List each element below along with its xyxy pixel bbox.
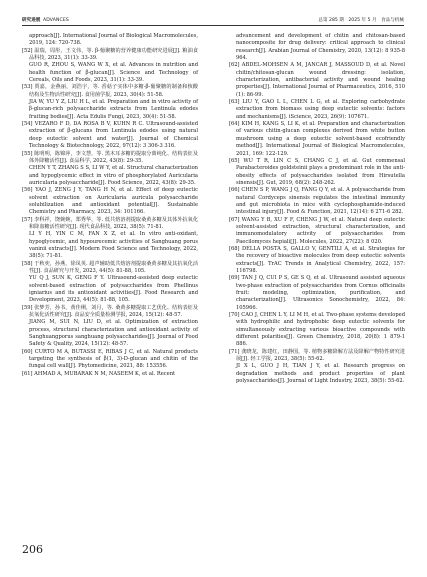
reference-entry: [62] ABDEL-MOHSEN A M, JANCAR J, MASSOUD D, et al. Novel chitin/chitosan-glucan wound dressing: isolation, characterization, antibacterial activity and wound healing properties[J]. International Journal of Pharmaceutics, 2016, 510 (1): 86-99.: [229, 62, 405, 98]
reference-entry: approach[J]. International Journal of Biological Macromolecules, 2019, 124: 720-738.: [29, 33, 198, 47]
issue-date: 2025 年 5 月: [348, 18, 377, 23]
reference-entry: [53] 贾嘉，金燕丽，刘浩宇，等. 香菇子实体中多糖-β-葡聚糖的制备和核酸结构及生物活性研究[J]. 食用菌学报, 2023, 30(4): 51-58.: [22, 84, 198, 98]
reference-entry: [70] CAO J, CHEN L Y, LI M H, et al. Two-phase systems developed with hydrophilic and hydrophobic deep eutectic solvents for simultaneously extracting various bioactive compounds with different polarities[J]. Green Chemistry, 2018, 20(8): 1 879-1 886.: [229, 312, 405, 348]
reference-entry: advancement and development of chitin and chitosan-based nanocomposite for drug delivery: critical approach to clinical research[J]. Arabian Journal of Chemistry, 2020, 13(12): 8 935-8 964.: [236, 33, 405, 62]
reference-entry: [60] CURTO M A, BUTASSI E, RIBAS J C, et al. Natural products targeting the synthesis of β(1, 3)-D-glucan and chitin of the fungal cell wall[J]. Phytomedicine, 2021, 88: 153556.: [22, 348, 198, 370]
reference-entry: [55] 陈明明，陈锦萍，李文慧，等. 黑木耳多糖的提取分离纯化、结构表征及体外降糖活性[J]. 食品科学, 2022, 43(8): 29-35.: [22, 150, 198, 164]
reference-entry: [68] DELLA POSTA S, GALLO V, GENTILI A, et al. Strategies for the recovery of bioactive molecules from deep eutectic solvents extracts[J]. TrAC Trends in Analytical Chemistry, 2022, 157: 116798.: [229, 245, 405, 274]
reference-entry: JI X L, GUO J H, TIAN J Y, et al. Research progress on degradation methods and product properties of plant polysaccharides[J]. Journal of Light Industry, 2023, 38(5): 55-62.: [236, 363, 405, 385]
journal-name: 食品与机械: [381, 18, 404, 23]
reference-entry: [52] 温瑞，周彤，王文伟，等. β-葡聚糖的营养健康功能研究进展[J]. 粮油食品科技, 2023, 31(1): 33-39.: [22, 47, 198, 62]
reference-entry: [66] CHEN S P, WANG J Q, FANG Q Y, et al. A polysaccharide from natural Cordyceps sinensis regulates the intestinal immunity and gut microbiota in mice with cyclophosphamide-induced intestinal injury[J]. Food & Function, 2021, 12(14): 6 271-6 282.: [229, 187, 405, 216]
reference-entry: [56] YAO J, ZENG J Y, TANG H N, et al. Effect of deep eutectic solvent extraction on Auricularia auricula polysaccharide solubilization and antioxidant potential[J]. Sustainable Chemistry and Pharmacy, 2023, 34: 101166.: [22, 187, 198, 216]
reference-entry: [67] WANG Y B, XU F F, CHENG J W, et al. Natural deep eutectic solvent-assisted extraction, structural characterization, and immunomodulatory activity of polysaccharides from Paecilomyces hepiali[J]. Molecules, 2022, 27(22): 8 020.: [229, 216, 405, 245]
reference-entry: [61] AHMAD A, MUBARAK N M, NASEEM K, et al. Recent: [22, 370, 176, 377]
reference-entry: [54] VEZARO F D, DA ROSA B V, KUHN R C. Ultrasound-assisted extraction of β-glucans from Lentinula edodes using natural deep eutectic solvent and water[J]. Journal of Chemical Technology & Biotechnology, 2022, 97(12): 3 306-3 316.: [22, 121, 198, 150]
section-label-en: ADVANCES: [43, 18, 69, 23]
reference-entry: YU Q J, SUN K, GENG F Y. Ultrasound-assisted deep eutectic solvent-based extraction of polysaccharides from Phellinus igniarius and its antioxidant activities[J]. Food Research and Development, 2023, 44(5): 81-88, 105.: [29, 275, 198, 304]
issue-number: 总第 285 期: [318, 18, 344, 23]
reference-entry: [59] 张梦芳，孙书，黄佳俐，刘月，等. 桑黄多糖提取工艺优化、结构表征及抗氧化活性研究[J]. 食品安全质量检测学报, 2024, 15(12): 48-57.: [22, 304, 198, 319]
reference-entry: [69] TAN J Q, CUI P S, GE S Q, et al. Ultrasound assisted aqueous two-phase extraction of polysaccharides from Cornus officinalis fruit: modeling, optimization, purification, and characterization[J]. Ultrasonics Sonochemistry, 2022, 84: 105966.: [229, 275, 405, 311]
page-number: 206: [22, 543, 43, 556]
reference-column-right: [229, 33, 405, 386]
reference-entry: JIANG M, SUI N, LIU D, et al. Optimization of extraction process, structural characterization and antioxidant activity of Sanghuangporus sanghuang polysaccharides[J]. Journal of Food Safety & Quality, 2024, 15(12): 48-57.: [29, 319, 198, 348]
reference-entry: GUO R, ZHOU S, WANG W X, et al. Advances in nutrition and health function of β-glucan[J]. Science and Technology of Cereals, Oils and Foods, 2023, 31(1): 33-39.: [29, 62, 198, 84]
section-label-cn: 研究进展: [22, 18, 41, 23]
reference-entry: LI Y H, YIN C M, FAN X Z, et al. In vitro anti-oxidant, hypoglycemic, and hypourecemic activities of Sanghuang porus vaninii extracts[J]. Modern Food Science and Technology, 2022, 38(5): 71-81.: [29, 231, 198, 260]
reference-entry: [71] 龚晓龙，陈建红，田静国，等. 植物多糖降解方法及降解产物特性研究进展[J]. 轻工学报, 2023, 38(5): 55-62.: [229, 348, 405, 363]
reference-entry: [64] KIM H, KANG S, LI K, et al. Preparation and characterization of various chitin-glucan complexes derived from white button mushroom using a deep eutectic solvent-based ecofriendly method[J]. International Journal of Biological Macromolecules, 2021, 169: 122-129.: [229, 121, 405, 157]
running-header-left: [22, 18, 69, 24]
reference-column-left: [22, 33, 198, 378]
reference-entry: [63] LIU Y, GAO L L, CHEN L G, et al. Exploring carbohydrate extraction from biomass using deep eutectic solvents: factors and mechanisms[J]. iScience, 2023, 26(9): 107671.: [229, 99, 405, 120]
reference-entry: [57] 李科祥，饶婉婉，郑秀华，等. 低共熔溶剂提取桑黄多糖及其体外抗氧化和降血糖活性研究[J]. 现代食品科技, 2022, 38(5): 71-81.: [22, 216, 198, 230]
reference-entry: [58] 于秋奕，孙燕，徐凤英. 超声辅助低共熔溶剂提取桑黄多糖及其抗氧化活性[J]. 食品研究与开发, 2023, 44(5): 81-88, 105.: [22, 260, 198, 274]
reference-entry: CHEN Y T, ZHANG S S, LI W Y, et al. Structural characterization and hypoglycemic effect in vitro of phosphorylated Auricularia auricularia polysaccharide[J]. Food Science, 2022, 43(8): 29-35.: [29, 165, 198, 186]
reference-entry: JIA W, YU Y Z, LIU H L, et al. Preparation and in vitro activity of β-glucan-rich polysaccharide extracts from Lentinula edodes fruiting bodies[J]. Acta Edulis Fungi, 2023, 30(4): 51-58.: [29, 99, 198, 120]
header-rule: [22, 25, 404, 26]
running-header-right: [318, 18, 404, 24]
reference-entry: [65] WU T R, LIN C S, CHANG C J, et al. Gut commensal Parabacteroides goldsteinii plays a predominant role in the anti-obesity effects of polysaccharides isolated from Hirsutella sinensis[J]. Gut, 2019, 68(2): 248-262.: [229, 157, 405, 186]
